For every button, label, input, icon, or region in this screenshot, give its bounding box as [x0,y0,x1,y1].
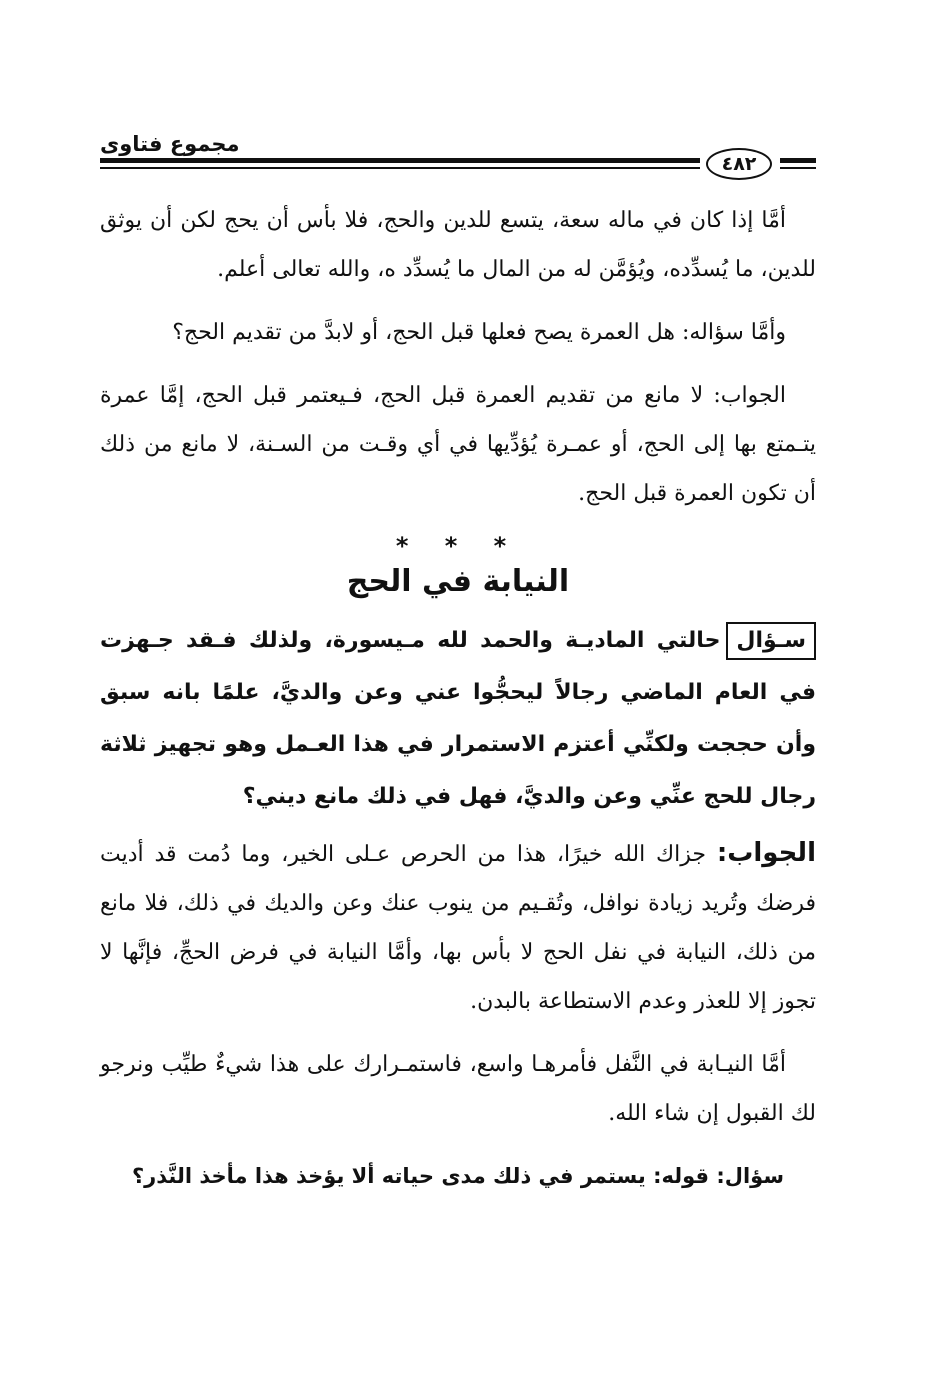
paragraph-2: وأمَّا سؤاله: هل العمرة يصح فعلها قبل الحج، أو لابدَّ من تقديم الحج؟ [172,320,786,345]
page-header [100,118,816,178]
page-content [100,196,816,1200]
question-text: حالتي الماديـة والحمد لله مـيسورة، ولذلك فـقد جـهزت في العام الماضي رجالاً ليحجُّوا عني وعن والديَّ، علمًا بانه سبق وأن حججت ولكنِّي أعتزم الاستمرار في هذا العـمل وهو تجهيز ثلاثة رجال للحج عنِّي وعن والديَّ، فهل في ذلك مانع ديني؟ [100,628,816,809]
paragraph-1: أمَّا إذا كان في ماله سعة، يتسع للدين والحج، فلا بأس أن يحج لكن أن يوثق للدين، ما يُسدِّده، ويُؤمَّن له من المال ما يُسدِّد ه، والله تعالى أعلم. [100,208,816,282]
header-rule-thick [100,158,700,163]
header-rule-right-thick [780,158,816,163]
last-question: سؤال: قوله: يستمر في ذلك مدى حياته ألا يؤخذ هذا مأخذ النَّذر؟ [131,1164,784,1188]
book-title: مجموع فتاوى [100,132,240,156]
header-rule-thin [100,167,700,169]
answer-text: جزاك الله خيرًا، هذا من الحرص عـلى الخير، وما دُمت قد أديت فرضك وتُريد زيادة نوافل، وتُقـيم من ينوب عنك وعن والديك في ذلك، فلا مانع من ذلك، النيابة في نفل الحج لا بأس بها، وأمَّا النيابة في فرض الحجِّ، فإنَّها لا تجوز إلا للعذر وعدم الاستطاعة بالبدن. [100,842,816,1014]
question-block [100,615,816,823]
page [100,118,816,1200]
question-label: سـؤال [726,622,816,660]
header-rule-right-thin [780,167,816,169]
answer-paragraph-2: أمَّا النيـابة في النَّفل فأمرهـا واسع، فاستمـرارك على هذا شيءٌ طيِّب ونرجو لك القبول إن شاء الله. [100,1052,816,1126]
answer-paragraph [100,829,816,1026]
paragraph-3: الجواب: لا مانع من تقديم العمرة قبل الحج، فـيعتمر قبل الحج، إمَّا عمرة يتـمتع بها إلى الحج، أو عمـرة يُؤدِّيها في أي وقـت من السـنة، لا مانع من ذلك أن تكون العمرة قبل الحج. [100,383,816,506]
page-number: ٤٨٢ [706,148,772,180]
section-separator: * * * [395,532,521,560]
answer-label: الجواب: [716,838,816,868]
section-title: النيابة في الحج [346,564,570,599]
